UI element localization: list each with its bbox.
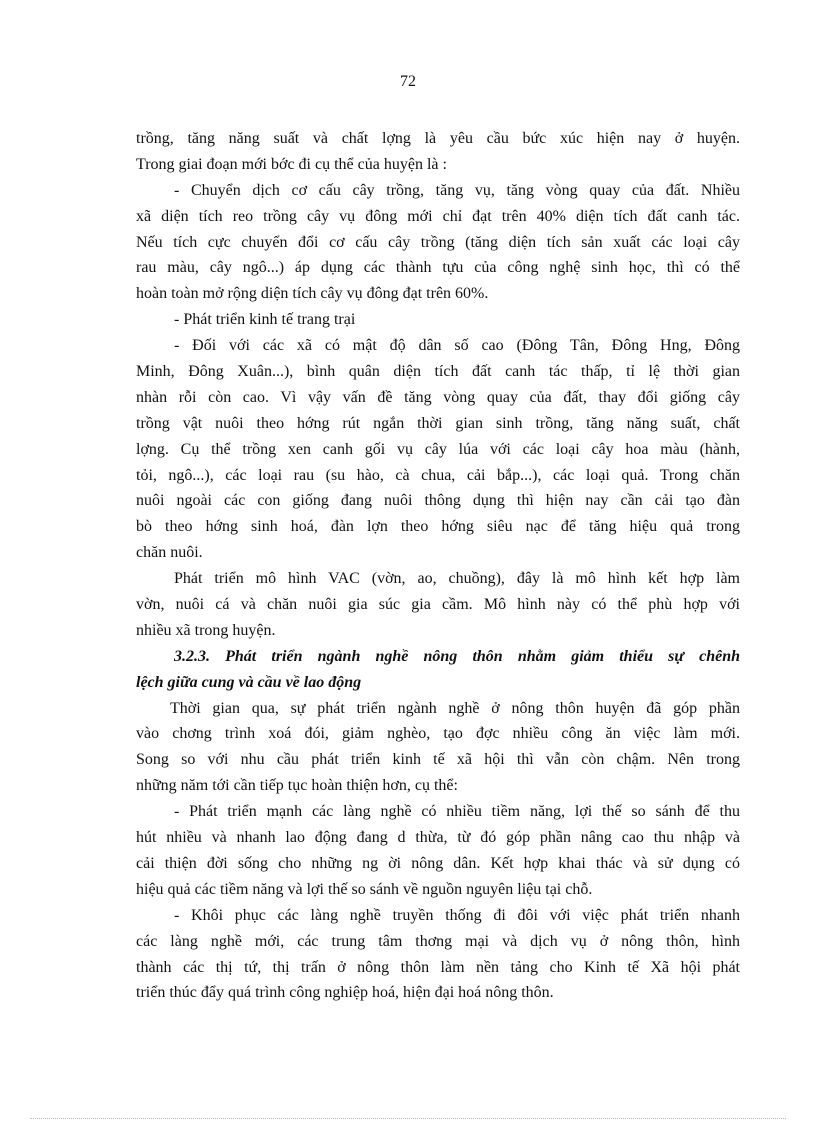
page-bottom-divider [30,1118,786,1119]
text-line: xã diện tích reo trồng cây vụ đông mới chỉ đạt trên 40% diện tích đất canh tác. [136,207,740,225]
text-line: - Đối với các xã có mật độ dân số cao (Đông Tân, Đông Hng, Đông [174,337,740,355]
text-line: bò theo hớng sinh hoá, đàn lợn theo hớng siêu nạc để tăng hiệu quả trong [136,518,740,536]
document-body [136,126,740,1006]
text-line: Minh, Đông Xuân...), bình quân diện tích đất canh tác thấp, tỉ lệ thời gian [136,363,740,381]
text-line: trồng, tăng năng suất và chất lợng là yêu cầu bức xúc hiện nay ở huyện. [136,130,740,147]
text-line: hút nhiều và nhanh lao động đang d thừa, từ đó góp phần nâng cao thu nhập và [136,829,740,847]
text-line: Phát triển mô hình VAC (vờn, ao, chuồng), đây là mô hình kết hợp làm [174,570,740,588]
text-line: - Khôi phục các làng nghề truyền thống đi đôi với việc phát triển nhanh [174,906,740,924]
text-line: chăn nuôi. [136,544,203,562]
text-line: những năm tới cần tiếp tục hoàn thiện hơn, cụ thể: [136,777,458,795]
text-line: các làng nghề mới, các trung tâm thơng mại và dịch vụ ở nông thôn, hình [136,932,740,950]
text-line: Nếu tích cực chuyển đổi cơ cấu cây trồng (tăng diện tích sản xuất các loại cây [136,233,740,251]
text-line: nuôi ngoài các con giống đang nuôi thông dụng thì hiện nay cần cải tạo đàn [136,492,740,510]
section-heading-line: 3.2.3. Phát triển ngành nghề nông thôn nhằm giảm thiểu sự chênh [174,647,740,665]
text-line: - Chuyển dịch cơ cấu cây trồng, tăng vụ, tăng vòng quay của đất. Nhiều [174,181,740,199]
text-line: thành các thị tứ, thị trấn ở nông thôn làm nền tảng cho Kinh tế Xã hội phát [136,958,740,976]
text-line: rau màu, cây ngô...) áp dụng các thành tựu của công nghệ sinh học, thì có thể [136,259,740,277]
text-line: lợng. Cụ thể trồng xen canh gối vụ cây lúa với các loại cây hoa màu (hành, [136,440,740,458]
text-line: hiệu quả các tiềm năng và lợi thế so sánh về nguồn nguyên liệu tại chỗ. [136,880,593,898]
text-line: hoàn toàn mở rộng diện tích cây vụ đông đạt trên 60%. [136,285,489,303]
section-heading-line: lệch giữa cung và cầu về lao động [136,673,362,691]
text-line: Thời gian qua, sự phát triển ngành nghề ở nông thôn huyện đã góp phần [170,699,740,717]
text-line: nhiều xã trong huyện. [136,621,276,639]
text-line: cải thiện đời sống cho những ng ời nông dân. Kết hợp khai thác và sử dụng có [136,854,740,872]
text-line: - Phát triển mạnh các làng nghề có nhiều tiềm năng, lợi thế so sánh để thu [174,803,740,821]
text-line: - Phát triển kinh tế trang trại [174,311,356,329]
text-line: Trong giai đoạn mới bớc đi cụ thể của huyện là : [136,155,447,173]
text-line: nhàn rỗi còn cao. Vì vậy vấn đề tăng vòng quay của đất, thay đổi giống cây [136,388,740,406]
text-line: vào chơng trình xoá đói, giảm nghèo, tạo đợc nhiều công ăn việc làm mới. [136,725,740,743]
page-number: 72 [400,73,416,90]
text-line: tỏi, ngô...), các loại rau (su hào, cà chua, cải bắp...), các loại quả. Trong chăn [136,466,740,484]
text-line: triển thúc đẩy quá trình công nghiệp hoá, hiện đại hoá nông thôn. [136,984,554,1002]
text-line: trồng vật nuôi theo hớng rút ngắn thời gian sinh trồng, tăng năng suất, chất [136,414,740,432]
text-line: vờn, nuôi cá và chăn nuôi gia súc gia cầm. Mô hình này có thể phù hợp với [136,596,740,614]
text-line: Song so với nhu cầu phát triển kinh tế xã hội thì vẫn còn chậm. Nên trong [136,751,740,769]
